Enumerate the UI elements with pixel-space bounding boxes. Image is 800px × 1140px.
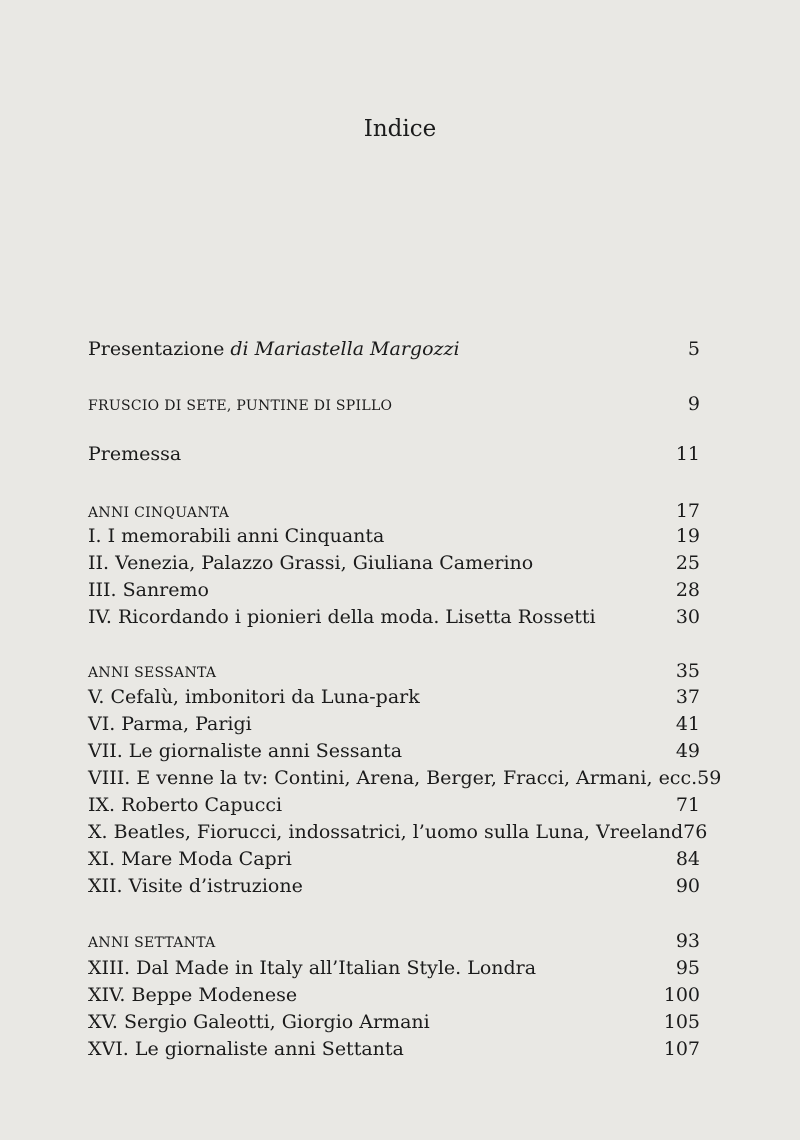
entry-label: XI. Mare Moda Capri [88, 848, 292, 870]
entry-label: XVI. Le giornaliste anni Settanta [88, 1038, 404, 1060]
toc-section-fruscio [88, 393, 700, 415]
toc-entry [88, 740, 700, 762]
entry-label: XIII. Dal Made in Italy all’Italian Style. Londra [88, 957, 537, 979]
entry-page: 19 [675, 525, 700, 547]
entry-page: 84 [675, 848, 700, 870]
toc-entry [88, 525, 700, 547]
entry-page: 28 [675, 579, 700, 601]
section-label: ANNI SETTANTA [88, 935, 216, 951]
entry-label: II. Venezia, Palazzo Grassi, Giuliana Camerino [88, 552, 534, 574]
entry-label: IV. Ricordando i pionieri della moda. Lisetta Rossetti [88, 606, 596, 628]
section-page: 9 [687, 393, 700, 415]
toc-entry [88, 552, 700, 574]
entry-label: Presentazione di Mariastella Margozzi [88, 338, 460, 360]
entry-page: 11 [675, 443, 700, 465]
entry-page: 76 [683, 821, 708, 843]
entry-page: 5 [687, 338, 700, 360]
entry-page: 95 [675, 957, 700, 979]
entry-label: IX. Roberto Capucci [88, 794, 283, 816]
entry-label: III. Sanremo [88, 579, 209, 601]
toc-entry [88, 1038, 700, 1060]
entry-page: 100 [663, 984, 700, 1006]
entry-page: 37 [675, 686, 700, 708]
entry-label: I. I memorabili anni Cinquanta [88, 525, 385, 547]
entry-label: XV. Sergio Galeotti, Giorgio Armani [88, 1011, 430, 1033]
entry-label: XII. Visite d’istruzione [88, 875, 303, 897]
toc-entry [88, 686, 700, 708]
entry-page: 71 [675, 794, 700, 816]
entry-label: XIV. Beppe Modenese [88, 984, 298, 1006]
section-page: 35 [675, 660, 700, 682]
toc-entry [88, 821, 708, 843]
entry-label: V. Cefalù, imbonitori da Luna-park [88, 686, 420, 708]
section-label: ANNI SESSANTA [88, 665, 217, 681]
entry-page: 90 [675, 875, 700, 897]
page-title: Indice [363, 116, 437, 142]
toc-section-anni-settanta [88, 930, 700, 952]
section-page: 17 [675, 500, 700, 522]
entry-page: 105 [663, 1011, 700, 1033]
entry-page: 49 [675, 740, 700, 762]
entry-page: 107 [663, 1038, 700, 1060]
entry-page: 41 [675, 713, 700, 735]
toc-section-anni-cinquanta [88, 500, 700, 522]
toc-entry [88, 875, 700, 897]
entry-label: VI. Parma, Parigi [88, 713, 252, 735]
section-label: ANNI CINQUANTA [88, 505, 230, 521]
entry-label: X. Beatles, Fiorucci, indossatrici, l’uomo sulla Luna, Vreeland [88, 821, 684, 843]
toc-entry [88, 957, 700, 979]
entry-label: VIII. E venne la tv: Contini, Arena, Berger, Fracci, Armani, ecc. [88, 767, 698, 789]
toc-entry [88, 848, 700, 870]
toc-entry [88, 984, 700, 1006]
entry-page: 59 [697, 767, 722, 789]
toc-entry [88, 713, 700, 735]
entry-page: 30 [675, 606, 700, 628]
entry-label: Premessa [88, 443, 182, 465]
toc-entry [88, 579, 700, 601]
section-label: FRUSCIO DI SETE, PUNTINE DI SPILLO [88, 398, 393, 414]
toc-entry-presentazione [88, 338, 700, 360]
entry-label: VII. Le giornaliste anni Sessanta [88, 740, 403, 762]
section-page: 93 [675, 930, 700, 952]
toc-entry-premessa [88, 443, 700, 465]
toc-entry [88, 1011, 700, 1033]
toc-entry [88, 794, 700, 816]
toc-entry [88, 606, 700, 628]
toc-entry [88, 767, 722, 789]
toc-section-anni-sessanta [88, 660, 700, 682]
entry-page: 25 [675, 552, 700, 574]
